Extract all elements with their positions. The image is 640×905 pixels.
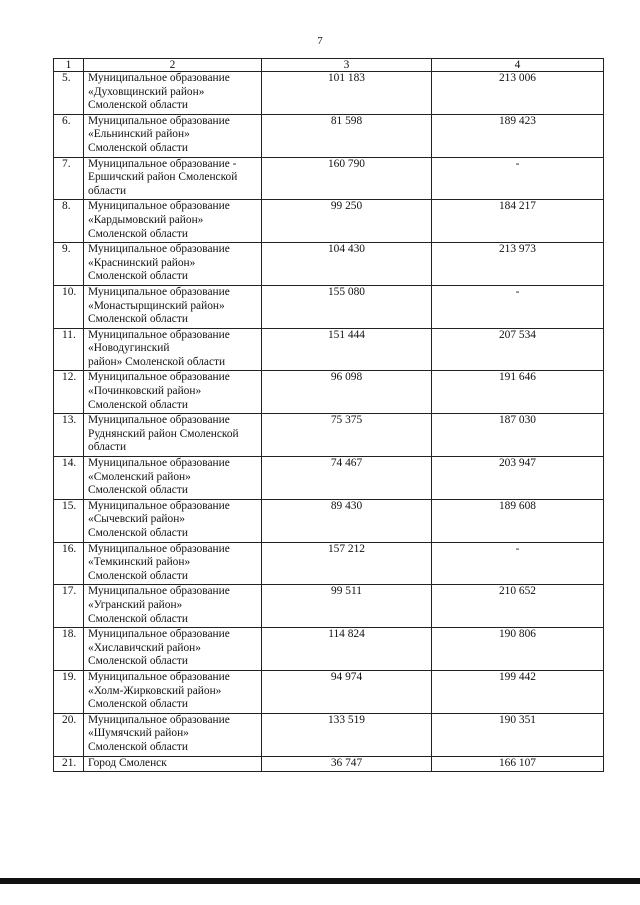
row-number-cell: 14. bbox=[54, 457, 84, 500]
column-4-value-cell: 190 806 bbox=[432, 628, 604, 671]
municipality-name-cell: Муниципальное образование «Духовщинский район» Смоленской области bbox=[84, 72, 262, 115]
municipality-name-cell: Муниципальное образование «Починковский район» Смоленской области bbox=[84, 371, 262, 414]
municipality-name-cell: Муниципальное образование «Шумячский район» Смоленской области bbox=[84, 713, 262, 756]
column-3-value-cell: 151 444 bbox=[262, 328, 432, 371]
column-3-value-cell: 96 098 bbox=[262, 371, 432, 414]
table-row bbox=[54, 628, 604, 671]
row-number-cell: 17. bbox=[54, 585, 84, 628]
row-number-cell: 15. bbox=[54, 499, 84, 542]
table-row bbox=[54, 285, 604, 328]
municipality-name-cell: Муниципальное образование «Кардымовский район» Смоленской области bbox=[84, 200, 262, 243]
table-row bbox=[54, 670, 604, 713]
table-row bbox=[54, 457, 604, 500]
row-number-cell: 12. bbox=[54, 371, 84, 414]
column-4-value-cell: 184 217 bbox=[432, 200, 604, 243]
column-4-value-cell: 213 973 bbox=[432, 243, 604, 286]
column-4-value-cell: - bbox=[432, 285, 604, 328]
row-number-cell: 21. bbox=[54, 756, 84, 772]
table-row bbox=[54, 114, 604, 157]
column-3-value-cell: 155 080 bbox=[262, 285, 432, 328]
table-row bbox=[54, 713, 604, 756]
column-3-value-cell: 94 974 bbox=[262, 670, 432, 713]
column-4-value-cell: - bbox=[432, 542, 604, 585]
column-4-value-cell: - bbox=[432, 157, 604, 200]
table-row bbox=[54, 157, 604, 200]
header-col-3: 3 bbox=[262, 59, 432, 72]
row-number-cell: 18. bbox=[54, 628, 84, 671]
header-col-1: 1 bbox=[54, 59, 84, 72]
column-3-value-cell: 81 598 bbox=[262, 114, 432, 157]
table-row bbox=[54, 200, 604, 243]
municipality-name-cell: Муниципальное образование - Ершичский район Смоленской области bbox=[84, 157, 262, 200]
municipality-name-cell: Муниципальное образование «Ельнинский район» Смоленской области bbox=[84, 114, 262, 157]
row-number-cell: 20. bbox=[54, 713, 84, 756]
column-4-value-cell: 189 423 bbox=[432, 114, 604, 157]
row-number-cell: 7. bbox=[54, 157, 84, 200]
table-row bbox=[54, 499, 604, 542]
column-3-value-cell: 89 430 bbox=[262, 499, 432, 542]
column-4-value-cell: 191 646 bbox=[432, 371, 604, 414]
column-4-value-cell: 207 534 bbox=[432, 328, 604, 371]
column-3-value-cell: 99 250 bbox=[262, 200, 432, 243]
row-number-cell: 11. bbox=[54, 328, 84, 371]
municipality-name-cell: Муниципальное образование «Новодугинский район» Смоленской области bbox=[84, 328, 262, 371]
column-4-value-cell: 199 442 bbox=[432, 670, 604, 713]
table-row bbox=[54, 542, 604, 585]
column-4-value-cell: 189 608 bbox=[432, 499, 604, 542]
column-4-value-cell: 166 107 bbox=[432, 756, 604, 772]
row-number-cell: 16. bbox=[54, 542, 84, 585]
footer-rule bbox=[0, 878, 640, 884]
row-number-cell: 10. bbox=[54, 285, 84, 328]
municipality-name-cell: Муниципальное образование «Угранский район» Смоленской области bbox=[84, 585, 262, 628]
column-4-value-cell: 210 652 bbox=[432, 585, 604, 628]
row-number-cell: 19. bbox=[54, 670, 84, 713]
municipality-name-cell: Муниципальное образование «Холм-Жирковский район» Смоленской области bbox=[84, 670, 262, 713]
column-3-value-cell: 99 511 bbox=[262, 585, 432, 628]
municipality-name-cell: Муниципальное образование «Сычевский район» Смоленской области bbox=[84, 499, 262, 542]
table-row bbox=[54, 585, 604, 628]
column-3-value-cell: 75 375 bbox=[262, 414, 432, 457]
column-3-value-cell: 157 212 bbox=[262, 542, 432, 585]
row-number-cell: 5. bbox=[54, 72, 84, 115]
column-3-value-cell: 160 790 bbox=[262, 157, 432, 200]
table-row bbox=[54, 756, 604, 772]
table-header bbox=[54, 59, 604, 72]
header-col-2: 2 bbox=[84, 59, 262, 72]
table-row bbox=[54, 328, 604, 371]
municipality-name-cell: Муниципальное образование «Хиславичский район» Смоленской области bbox=[84, 628, 262, 671]
row-number-cell: 8. bbox=[54, 200, 84, 243]
column-3-value-cell: 101 183 bbox=[262, 72, 432, 115]
municipality-name-cell: Муниципальное образование «Смоленский район» Смоленской области bbox=[84, 457, 262, 500]
row-number-cell: 6. bbox=[54, 114, 84, 157]
municipality-name-cell: Муниципальное образование «Монастырщинский район» Смоленской области bbox=[84, 285, 262, 328]
table-row bbox=[54, 371, 604, 414]
row-number-cell: 9. bbox=[54, 243, 84, 286]
column-4-value-cell: 187 030 bbox=[432, 414, 604, 457]
page-number: 7 bbox=[317, 35, 323, 47]
column-3-value-cell: 114 824 bbox=[262, 628, 432, 671]
municipality-name-cell: Муниципальное образование «Краснинский район» Смоленской области bbox=[84, 243, 262, 286]
municipality-name-cell: Город Смоленск bbox=[84, 756, 262, 772]
column-4-value-cell: 213 006 bbox=[432, 72, 604, 115]
column-3-value-cell: 74 467 bbox=[262, 457, 432, 500]
column-4-value-cell: 203 947 bbox=[432, 457, 604, 500]
row-number-cell: 13. bbox=[54, 414, 84, 457]
column-3-value-cell: 36 747 bbox=[262, 756, 432, 772]
table-row bbox=[54, 72, 604, 115]
header-row bbox=[54, 59, 604, 72]
municipality-name-cell: Муниципальное образование «Темкинский район» Смоленской области bbox=[84, 542, 262, 585]
municipality-name-cell: Муниципальное образование Руднянский район Смоленской области bbox=[84, 414, 262, 457]
column-3-value-cell: 104 430 bbox=[262, 243, 432, 286]
column-3-value-cell: 133 519 bbox=[262, 713, 432, 756]
table-row bbox=[54, 243, 604, 286]
header-col-4: 4 bbox=[432, 59, 604, 72]
table-row bbox=[54, 414, 604, 457]
column-4-value-cell: 190 351 bbox=[432, 713, 604, 756]
data-table bbox=[53, 58, 604, 772]
table-body bbox=[54, 72, 604, 772]
